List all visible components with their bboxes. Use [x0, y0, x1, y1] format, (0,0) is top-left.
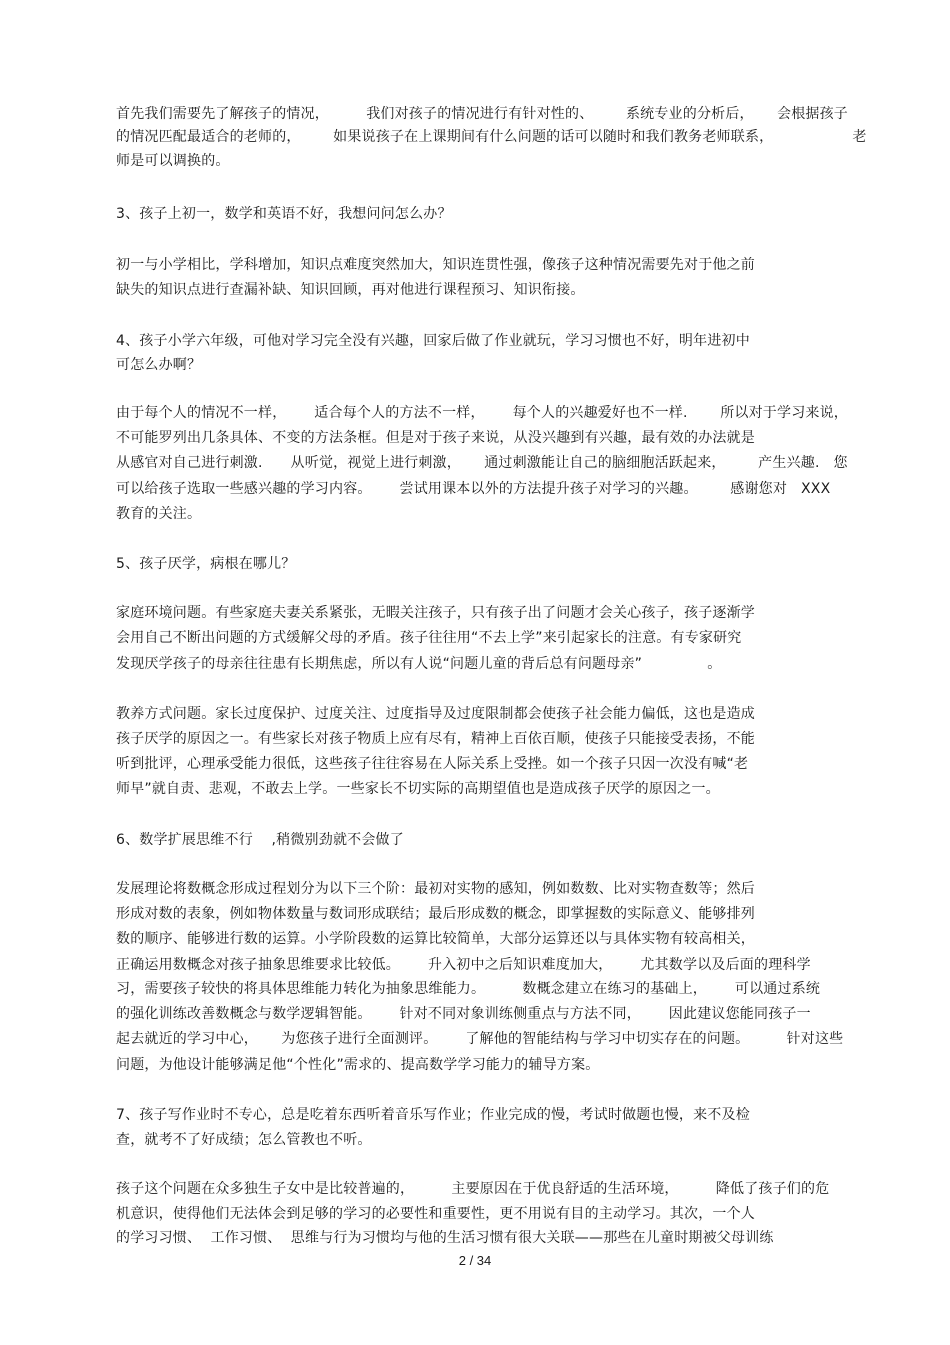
text-line: 从感官对自己进行刺激. 从听觉，视觉上进行刺激， 通过刺激能让自己的脑细胞活跃起来， 产生兴趣. 您: [116, 455, 848, 471]
text-line: 可以给孩子选取一些感兴趣的学习内容。 尝试用课本以外的方法提升孩子对学习的兴趣。 感谢您对 XXX: [116, 481, 831, 497]
text-line: 问题，为他设计能够满足他“个性化”需求的、提高数学学习能力的辅导方案。: [116, 1057, 600, 1073]
text-line: 师是可以调换的。: [116, 153, 230, 169]
text-line: 的情况匹配最适合的老师的， 如果说孩子在上课期间有什么问题的话可以随时和我们教务老师联系， 老: [116, 129, 867, 145]
text-line: 教育的关注。: [116, 506, 202, 522]
page-number: 2 / 34: [458, 1253, 492, 1268]
text-line: 听到批评，心理承受能力很低，这些孩子往往容易在人际关系上受挫。如一个孩子只因一次没有喊“老: [116, 756, 749, 772]
text-line: 由于每个人的情况不一样， 适合每个人的方法不一样， 每个人的兴趣爱好也不一样. 所以对于学习来说，: [116, 405, 849, 421]
text-line: 初一与小学相比，学科增加，知识点难度突然加大，知识连贯性强，像孩子这种情况需要先对于他之前: [116, 257, 755, 273]
text-line: 的强化训练改善数概念与数学逻辑智能。 针对不同对象训练侧重点与方法不同， 因此建议您能同孩子一: [116, 1006, 811, 1022]
text-line: 教养方式问题。家长过度保护、过度关注、过度指导及过度限制都会使孩子社会能力偏低，这也是造成: [116, 706, 755, 722]
text-line: 起去就近的学习中心， 为您孩子进行全面测评。 了解他的智能结构与学习中切实存在的问题。 针对这些: [116, 1031, 844, 1047]
section-heading: 3、孩子上初一，数学和英语不好，我想问问怎么办？: [116, 206, 452, 222]
text-line: 发现厌学孩子的母亲往往患有长期焦虑，所以有人说“问题儿童的背后总有问题母亲” 。: [116, 656, 722, 672]
text-line: 会用自己不断出问题的方式缓解父母的矛盾。孩子往往用“不去上学”来引起家长的注意。有专家研究: [116, 630, 742, 646]
section-heading: 查，就考不了好成绩；怎么管教也不听。: [116, 1132, 372, 1148]
text-line: 孩子这个问题在众多独生子女中是比较普遍的， 主要原因在于优良舒适的生活环境， 降低了孩子们的危: [116, 1181, 830, 1197]
text-line: 数的顺序、能够进行数的运算。小学阶段数的运算比较简单，大部分运算还以与具体实物有较高相关，: [116, 931, 755, 947]
text-line: 习，需要孩子较快的将具体思维能力转化为抽象思维能力。 数概念建立在练习的基础上， 可以通过系统: [116, 981, 821, 997]
text-line: 家庭环境问题。有些家庭夫妻关系紧张，无暇关注孩子，只有孩子出了问题才会关心孩子，孩子逐渐学: [116, 605, 755, 621]
section-heading: 可怎么办啊？: [116, 357, 202, 373]
text-line: 缺失的知识点进行查漏补缺、知识回顾，再对他进行课程预习、知识衔接。: [116, 282, 585, 298]
text-line: 形成对数的表象，例如物体数量与数词形成联结；最后形成数的概念，即掌握数的实际意义、能够排列: [116, 906, 755, 922]
text-line: 的学习习惯、 工作习惯、 思维与行为习惯均与他的生活习惯有很大关联——那些在儿童时期被父母训练: [116, 1230, 774, 1246]
text-line: 师早”就自责、悲观，不敢去上学。一些家长不切实际的高期望值也是造成孩子厌学的原因之一。: [116, 781, 720, 797]
section-heading: 5、孩子厌学，病根在哪儿？: [116, 556, 296, 572]
section-heading: 6、数学扩展思维不行 ,稍微别劲就不会做了: [116, 832, 404, 848]
section-heading: 4、孩子小学六年级，可他对学习完全没有兴趣，回家后做了作业就玩，学习习惯也不好，明年进初中: [116, 333, 750, 349]
text-line: 不可能罗列出几条具体、不变的方法条框。但是对于孩子来说，从没兴趣到有兴趣，最有效的办法就是: [116, 430, 755, 446]
text-line: 发展理论将数概念形成过程划分为以下三个阶：最初对实物的感知，例如数数、比对实物查数等；然后: [116, 881, 755, 897]
section-heading: 7、孩子写作业时不专心，总是吃着东西听着音乐写作业；作业完成的慢，考试时做题也慢，来不及检: [116, 1107, 750, 1123]
text-line: 机意识，使得他们无法体会到足够的学习的必要性和重要性，更不用说有目的主动学习。其次，一个人: [116, 1206, 755, 1222]
text-line: 正确运用数概念对孩子抽象思维要求比较低。 升入初中之后知识难度加大， 尤其数学以及后面的理科学: [116, 957, 811, 973]
text-line: 首先我们需要先了解孩子的情况， 我们对孩子的情况进行有针对性的、 系统专业的分析后， 会根据孩子: [116, 106, 849, 122]
text-line: 孩子厌学的原因之一。有些家长对孩子物质上应有尽有，精神上百依百顺，使孩子只能接受表扬，不能: [116, 731, 755, 747]
